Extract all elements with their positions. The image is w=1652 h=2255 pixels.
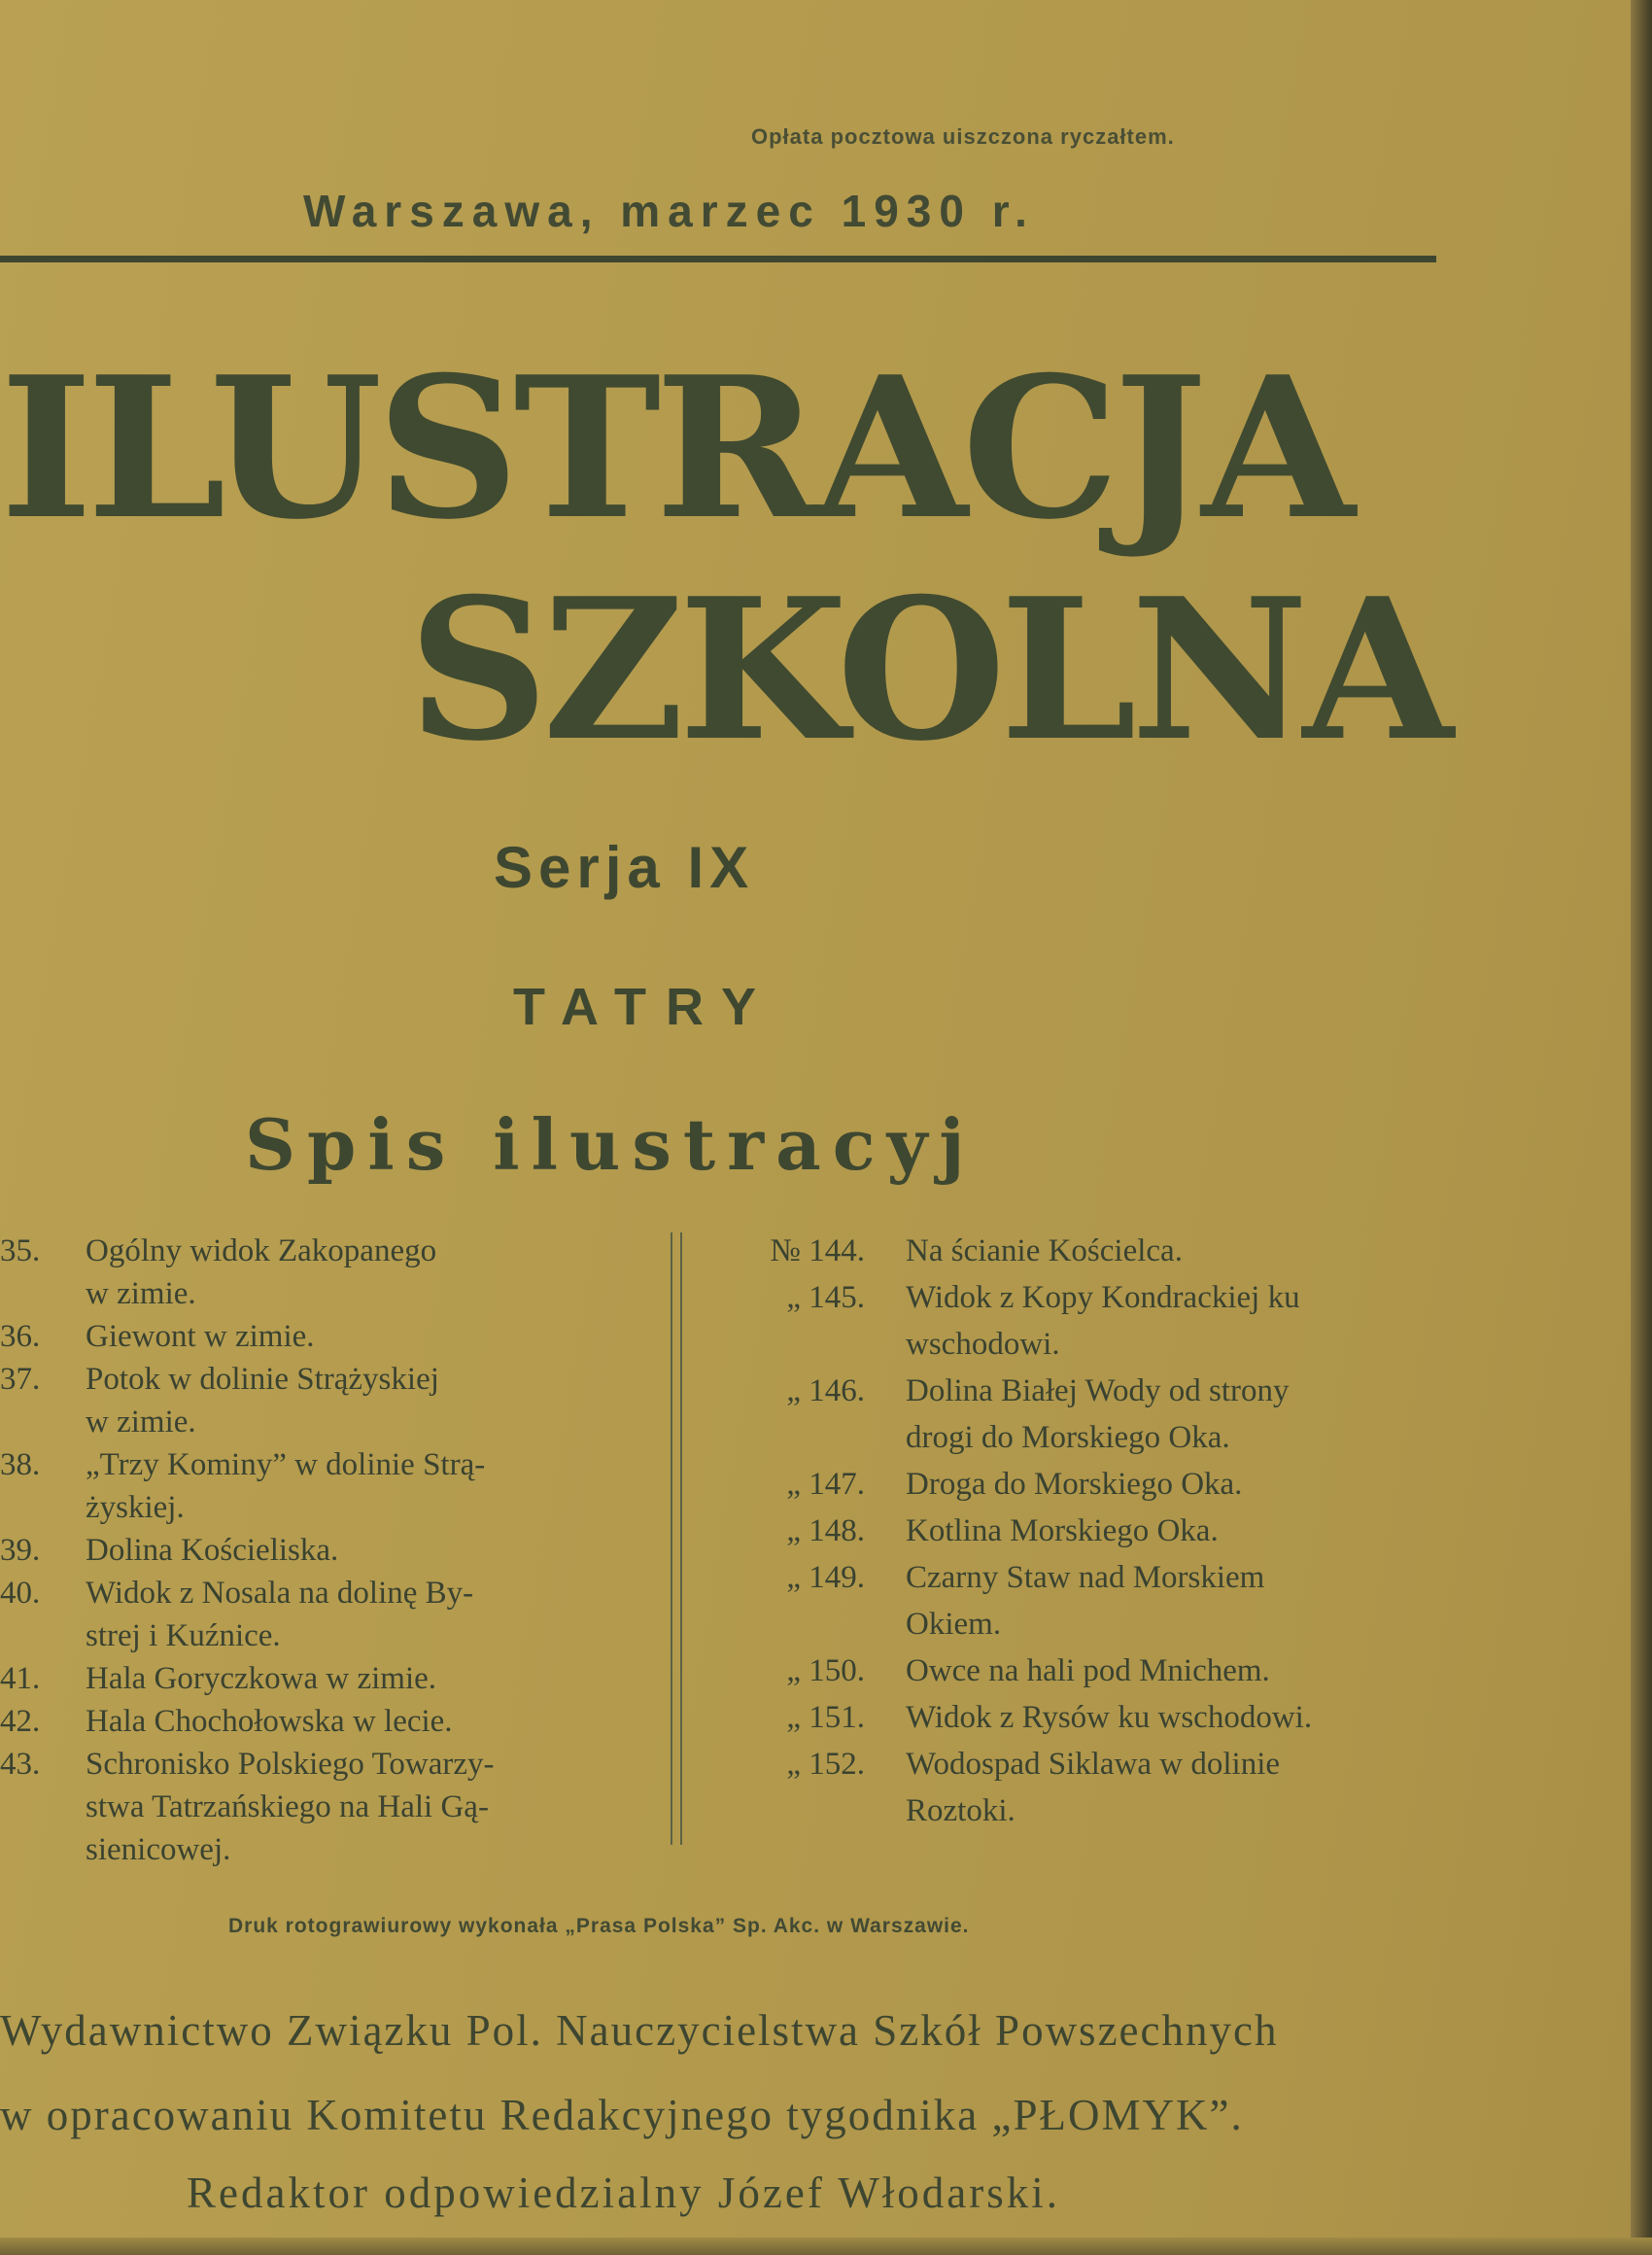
item-text: Widok z Kopy Kondrackiej ku bbox=[906, 1280, 1300, 1315]
series-label: Serja IX bbox=[494, 835, 755, 900]
item-text: „Trzy Kominy” w dolinie Strą- bbox=[86, 1447, 486, 1482]
item-text: Czarny Staw nad Morskiem bbox=[906, 1560, 1265, 1595]
item-text: strej i Kuźnice. bbox=[86, 1618, 281, 1653]
series-topic: TATRY bbox=[513, 978, 775, 1036]
item-text: sienicowej. bbox=[86, 1832, 231, 1867]
item-text: Widok z Nosala na dolinę By- bbox=[86, 1576, 474, 1611]
item-number: „ 147. bbox=[786, 1467, 865, 1502]
item-text: drogi do Morskiego Oka. bbox=[906, 1420, 1230, 1455]
item-number: „ 151. bbox=[786, 1700, 865, 1735]
item-text: w zimie. bbox=[86, 1276, 196, 1311]
item-text: Kotlina Morskiego Oka. bbox=[906, 1513, 1219, 1548]
editor-line: Redaktor odpowiedzialny Józef Włodarski. bbox=[187, 2168, 1060, 2217]
header-rule bbox=[0, 256, 1436, 262]
item-number: 40. bbox=[0, 1576, 41, 1611]
item-text: Droga do Morskiego Oka. bbox=[906, 1467, 1243, 1502]
item-text: Roztoki. bbox=[906, 1793, 1015, 1828]
item-text: Widok z Rysów ku wschodowi. bbox=[906, 1700, 1313, 1735]
item-number: 36. bbox=[0, 1319, 41, 1354]
list-heading: Spis ilustracyj bbox=[245, 1103, 977, 1186]
item-text: Giewont w zimie. bbox=[86, 1319, 315, 1354]
item-text: Owce na hali pod Mnichem. bbox=[906, 1653, 1270, 1688]
item-text: żyskiej. bbox=[86, 1490, 185, 1525]
item-text: Na ścianie Kościelca. bbox=[906, 1233, 1183, 1268]
item-text: Schronisko Polskiego Towarzy- bbox=[86, 1747, 495, 1782]
postage-note: Opłata pocztowa uiszczona ryczałtem. bbox=[751, 124, 1175, 149]
item-text: stwa Tatrzańskiego na Hali Gą- bbox=[86, 1789, 489, 1824]
column-divider bbox=[671, 1232, 682, 1845]
item-number: № 144. bbox=[770, 1233, 865, 1268]
item-text: wschodowi. bbox=[906, 1327, 1060, 1362]
item-text: w zimie. bbox=[86, 1405, 196, 1440]
item-number: 39. bbox=[0, 1533, 41, 1568]
item-number: 41. bbox=[0, 1661, 41, 1696]
item-text: Potok w dolinie Strążyskiej bbox=[86, 1362, 439, 1397]
masthead-line-2: SZKOLNA bbox=[408, 556, 1448, 784]
item-text: Hala Chochołowska w lecie. bbox=[86, 1704, 453, 1739]
item-number: 42. bbox=[0, 1704, 41, 1739]
item-number: 43. bbox=[0, 1747, 41, 1782]
page-edge-bottom bbox=[0, 2238, 1652, 2255]
masthead-line-1: ILUSTRACJA bbox=[0, 334, 1350, 563]
item-text: Wodospad Siklawa w dolinie bbox=[906, 1747, 1281, 1782]
item-number: 38. bbox=[0, 1447, 41, 1482]
item-number: „ 145. bbox=[786, 1280, 865, 1315]
dateline: Warszawa, marzec 1930 r. bbox=[303, 186, 1035, 236]
item-text: Hala Goryczkowa w zimie. bbox=[86, 1661, 437, 1696]
item-number: 35. bbox=[0, 1233, 41, 1268]
publisher-line-1: Wydawnictwo Związku Pol. Nauczycielstwa Szkół Powszechnych bbox=[0, 2006, 1279, 2055]
item-number: „ 149. bbox=[786, 1560, 865, 1595]
item-number: „ 146. bbox=[786, 1373, 865, 1408]
item-text: Dolina Kościeliska. bbox=[86, 1533, 339, 1568]
item-number: „ 152. bbox=[786, 1747, 865, 1782]
item-text: Okiem. bbox=[906, 1607, 1002, 1642]
item-number: „ 148. bbox=[786, 1513, 865, 1548]
item-text: Dolina Białej Wody od strony bbox=[906, 1373, 1290, 1408]
publisher-line-2: w opracowaniu Komitetu Redakcyjnego tygodnika „PŁOMYK”. bbox=[0, 2091, 1244, 2139]
printer-note: Druk rotograwiurowy wykonała „Prasa Polska” Sp. Akc. w Warszawie. bbox=[228, 1915, 970, 1937]
page-edge-right bbox=[1631, 0, 1652, 2255]
item-number: 37. bbox=[0, 1362, 41, 1397]
item-number: „ 150. bbox=[786, 1653, 865, 1688]
item-text: Ogólny widok Zakopanego bbox=[86, 1233, 437, 1268]
